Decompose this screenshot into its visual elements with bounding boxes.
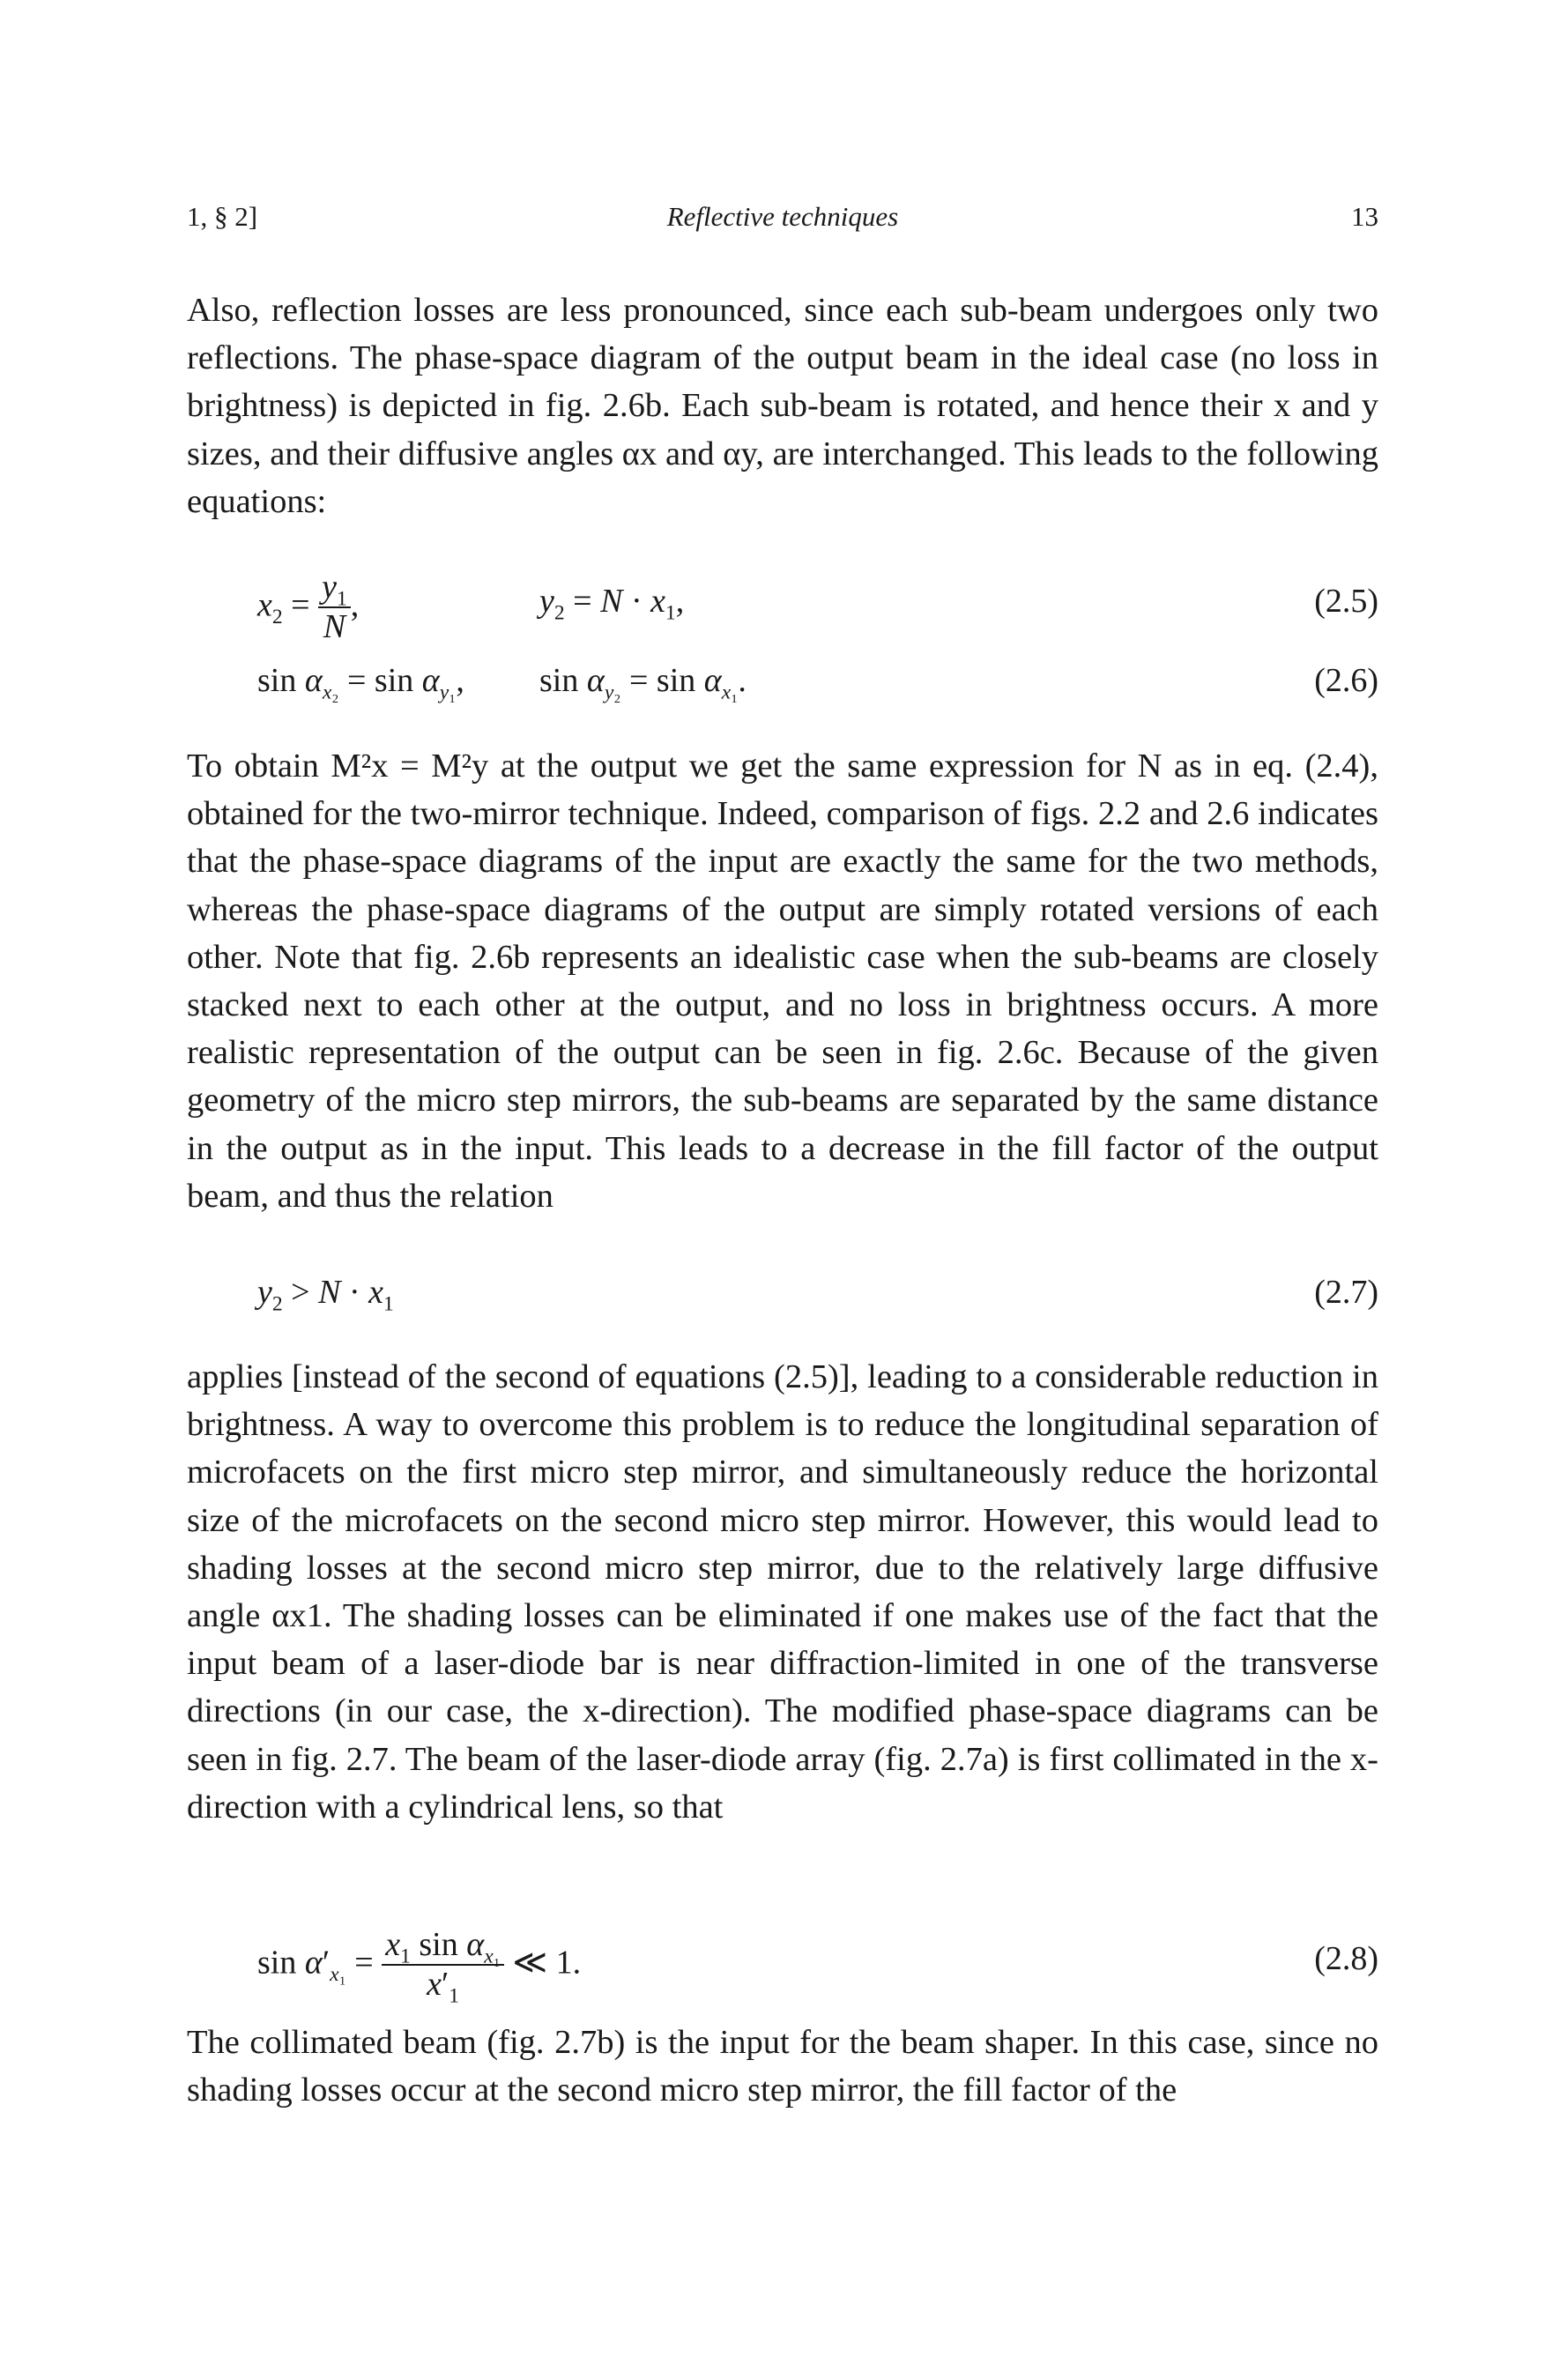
section-reference: 1, § 2] [187,201,258,232]
eq-2-5-part-1: $x_2$ = $\frac{y_1}{N}$ , [257,569,360,645]
paragraph-2: To obtain M²x = M²y at the output we get the same expression for N as in eq. (2.4), obtained for the two-mirror technique. Indeed, comparison of figs. 2.2 and 2.6 indicates that the phase-space diagrams of the input are exactly the same for the two methods, whereas the phase-space diagrams of the output are simply rotated versions of each other. Note that fig. 2.6b represents an idealistic case when the sub-beams are closely stacked next to each other at the output, and no loss in brightness occurs. A more realistic representation of the output can be seen in fig. 2.6c. Because of the given geometry of the micro step mirrors, the sub-beams are separated by the same distance in the output as in the input. This leads to a decrease in the fill factor of the output beam, and thus the relation [187,747,1378,1215]
equation-number: (2.8) [1314,1940,1378,1977]
page-number: 13 [1351,201,1378,232]
eq-2-5-part-2: $y_2 = N \cdot x_1$, [539,583,685,625]
paragraph-3: applies [instead of the second of equations (2.5)], leading to a considerable reduction in brightness. A way to overcome this problem is to reduce the longitudinal separation of microfacets on the first micro step mirror, and simultaneously reduce the horizontal size of the microfacets on the second micro step mirror. However, this would lead to shading losses at the second micro step mirror, due to the relatively large diffusive angle αx1. The shading losses can be eliminated if one makes use of the fact that the input beam of a laser-diode bar is near diffraction-limited in one of the transverse directions (in our case, the x-direction). The modified phase-space diagrams can be seen in fig. 2.7. The beam of the laser-diode array (fig. 2.7a) is first collimated in the x-direction with a cylindrical lens, so that [187,1358,1378,1826]
paragraph-4: The collimated beam (fig. 2.7b) is the input for the beam shaper. In this case, since no shading losses occur at the second micro step mirror, the fill factor of the [187,2024,1378,2109]
equation-2-8 [187,1926,1378,2008]
paragraph-1: Also, reflection losses are less pronounced, since each sub-beam undergoes only two reflections. The phase-space diagram of the output beam in the ideal case (no loss in brightness) is depicted in fig. 2.6b. Each sub-beam is rotated, and hence their x and y sizes, and their diffusive angles αx and αy, are interchanged. This leads to the following equations: [187,292,1378,520]
equation-2-7 [187,1273,1378,1326]
eq-2-7-expression: $y_2 > N \cdot x_1$ [257,1274,394,1316]
equation-2-5 [187,569,1378,645]
equation-number: (2.5) [1314,583,1378,620]
eq-2-6-part-2: $\sin \alpha_{y_2} = \sin \alpha_{x_1}$. [539,662,747,704]
chapter-title: Reflective techniques [666,201,899,232]
equation-number: (2.7) [1314,1274,1378,1311]
equation-number: (2.6) [1314,662,1378,699]
equation-2-6 [187,661,1378,714]
eq-2-6-part-1: $\sin \alpha_{x_2} = \sin \alpha_{y_1}$, [257,662,464,704]
eq-2-8-expression: $\sin \alpha'_{x_1}$ = $\frac{x_1 \sin \alpha_{x_1}}{x'_1}$ ≪ 1. [257,1926,582,2008]
running-head [187,201,1378,240]
